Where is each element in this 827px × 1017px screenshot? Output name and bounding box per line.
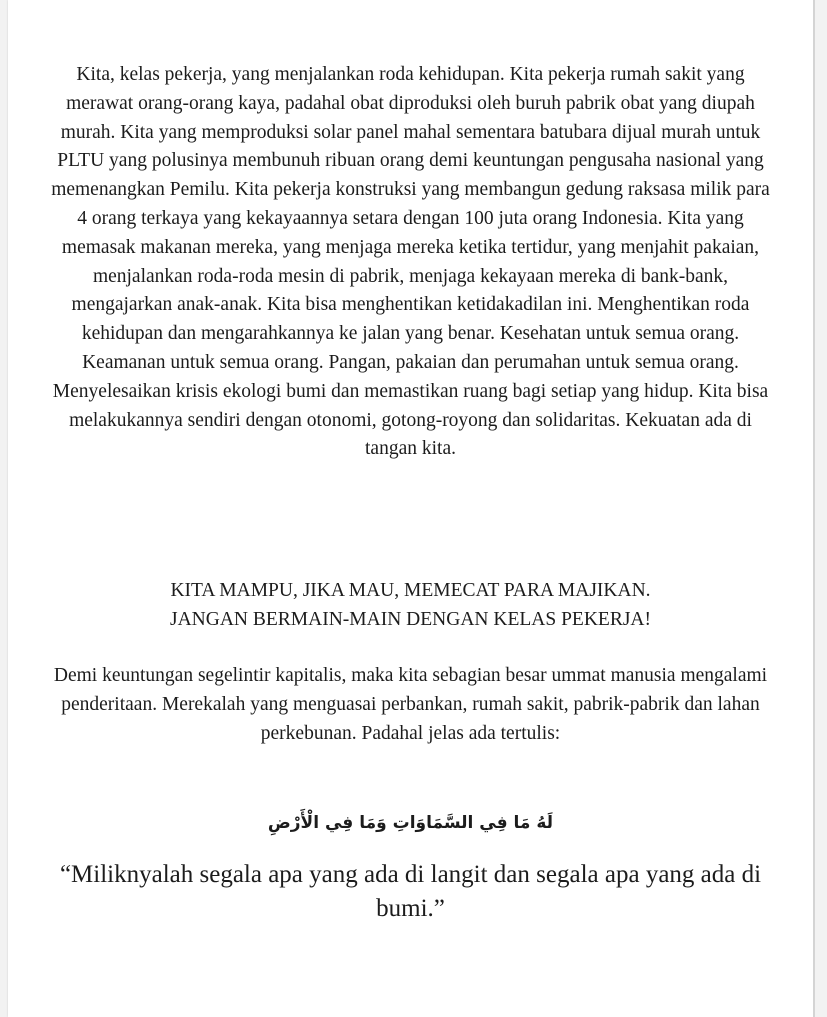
page-edge-divider xyxy=(813,0,815,1017)
body-paragraph-1: Kita, kelas pekerja, yang menjalankan roda kehidupan. Kita pekerja rumah sakit yang merawat orang-orang kaya, padahal obat diproduksi oleh buruh pabrik obat yang diupah murah. Kita yang memproduksi solar panel mahal sementara batubara dijual murah untuk PLTU yang polusinya membunuh ribuan orang demi keuntungan pengusaha nasional yang memenangkan Pemilu. Kita pekerja konstruksi yang membangun gedung raksasa milik para 4 orang terkaya yang kekayaannya setara dengan 100 juta orang Indonesia. Kita yang memasak makanan mereka, yang menjaga mereka ketika tertidur, yang menjahit pakaian, menjalankan roda-roda mesin di pabrik, menjaga kekayaan mereka di bank-bank, mengajarkan anak-anak. Kita bisa menghentikan ketidakadilan ini. Menghentikan roda kehidupan dan mengarahkannya ke jalan yang benar. Kesehatan untuk semua orang. Keamanan untuk semua orang. Pangan, pakaian dan perumahan untuk semua orang. Menyelesaikan krisis ekologi bumi dan memastikan ruang bagi setiap yang hidup. Kita bisa melakukannya sendiri dengan otonomi, gotong-royong dan solidaritas. Kekuatan ada di tangan kita. xyxy=(51,64,770,460)
document-page xyxy=(8,0,813,1017)
slogan-line-2: JANGAN BERMAIN-MAIN DENGAN KELAS PEKERJA! xyxy=(170,608,651,630)
quote-translation: “Miliknyalah segala apa yang ada di langit dan segala apa yang ada di bumi.” xyxy=(59,861,762,922)
body-paragraph-2: Demi keuntungan segelintir kapitalis, maka kita sebagian besar ummat manusia mengalami penderitaan. Merekalah yang menguasai perbankan, rumah sakit, pabrik-pabrik dan lahan perkebunan. Padahal jelas ada tertulis: xyxy=(53,665,768,744)
slogan xyxy=(48,577,773,635)
slogan-line-1: KITA MAMPU, JIKA MAU, MEMECAT PARA MAJIKAN. xyxy=(170,580,651,601)
arabic-verse: لَهُ مَا فِي السَّمَاوَاتِ وَمَا فِي الْأَرْضِ xyxy=(267,813,554,833)
